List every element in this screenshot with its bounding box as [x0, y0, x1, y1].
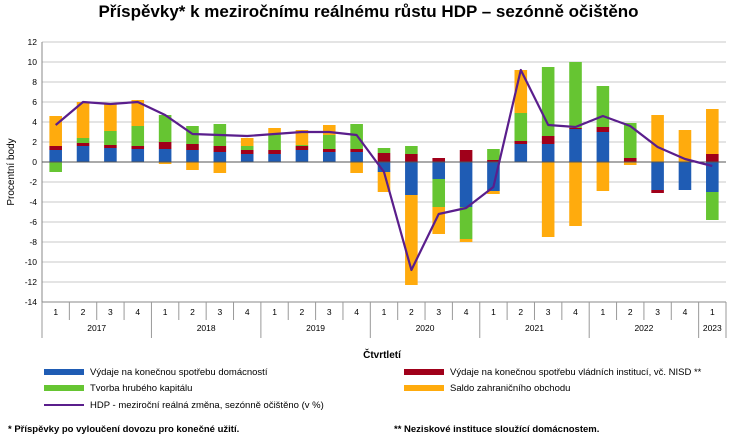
- y-tick-label: 2: [32, 137, 37, 147]
- y-tick-label: -6: [29, 217, 37, 227]
- quarter-label: 2: [518, 307, 524, 317]
- legend-label-capital: Tvorba hrubého kapitálu: [90, 383, 193, 394]
- quarter-label: 1: [272, 307, 277, 317]
- bar-segment-1: [569, 128, 582, 129]
- y-axis-label: Procentní body: [6, 138, 17, 206]
- bar-segment-1: [706, 154, 719, 162]
- bar-segment-3: [651, 115, 664, 162]
- quarter-label: 1: [600, 307, 606, 317]
- bar-segment-0: [49, 150, 62, 162]
- year-label: 2019: [306, 323, 326, 333]
- y-tick-label: -12: [24, 277, 37, 287]
- legend-swatch-capital: [44, 385, 84, 391]
- y-tick-label: -8: [29, 237, 37, 247]
- bar-segment-3: [104, 104, 117, 131]
- bar-segment-1: [651, 190, 664, 193]
- legend-item-households: [44, 367, 267, 378]
- legend-label-gdp: HDP - meziroční reálná změna, sezónně očištěno (v %): [90, 400, 324, 411]
- bar-segment-1: [597, 127, 610, 132]
- bar-segment-1: [214, 146, 227, 152]
- bar-segment-0: [268, 154, 281, 162]
- bar-segment-1: [624, 158, 637, 162]
- bar-segment-0: [323, 152, 336, 162]
- y-tick-label: -10: [24, 257, 37, 267]
- bar-segment-1: [77, 143, 90, 146]
- bar-segment-0: [241, 154, 254, 162]
- footnote-imports: * Příspěvky po vyloučení dovozu pro konečné užití.: [8, 424, 240, 435]
- bar-segment-2: [323, 135, 336, 149]
- legend-swatch-gdp: [44, 404, 84, 406]
- legend-item-gdp: [44, 400, 324, 411]
- legend-item-government: [404, 367, 701, 378]
- legend-swatch-trade: [404, 385, 444, 391]
- bar-segment-0: [515, 144, 528, 162]
- bar-segment-3: [77, 102, 90, 138]
- bar-segment-1: [104, 145, 117, 148]
- quarter-label: 4: [244, 307, 250, 317]
- bar-segment-0: [542, 144, 555, 162]
- bar-segment-2: [432, 179, 445, 207]
- bar-segment-3: [460, 239, 473, 242]
- quarter-label: 1: [381, 307, 387, 317]
- bar-segment-2: [296, 145, 309, 146]
- quarter-label: 3: [655, 307, 660, 317]
- bar-segment-2: [131, 126, 144, 146]
- bar-segment-1: [542, 136, 555, 144]
- bar-segment-1: [241, 150, 254, 154]
- bar-segment-2: [77, 138, 90, 143]
- year-label: 2022: [634, 323, 654, 333]
- year-label: 2021: [525, 323, 544, 333]
- bar-segment-1: [268, 150, 281, 154]
- bar-segment-0: [159, 149, 172, 162]
- bar-segment-2: [515, 113, 528, 141]
- bar-segment-1: [49, 146, 62, 150]
- bar-segment-0: [296, 150, 309, 162]
- quarter-label: 4: [135, 307, 141, 317]
- quarter-label: 3: [326, 307, 332, 317]
- bar-segment-0: [214, 152, 227, 162]
- bar-segment-0: [350, 152, 363, 162]
- quarter-label: 3: [436, 307, 442, 317]
- bar-segment-2: [49, 162, 62, 172]
- bar-segment-1: [159, 142, 172, 149]
- bar-segment-1: [405, 154, 418, 162]
- quarter-label: 4: [354, 307, 360, 317]
- y-tick-label: -14: [24, 297, 37, 307]
- y-tick-label: -4: [29, 197, 37, 207]
- quarter-label: 1: [53, 307, 59, 317]
- bar-segment-1: [350, 149, 363, 152]
- x-axis: [42, 302, 726, 338]
- y-tick-label: 8: [32, 77, 37, 87]
- legend-label-government: Výdaje na konečnou spotřebu vládních institucí, vč. NISD **: [450, 367, 702, 378]
- year-label: 2023: [702, 323, 722, 333]
- quarter-label: 2: [627, 307, 633, 317]
- bar-segment-3: [241, 138, 254, 146]
- bar-segment-3: [569, 162, 582, 226]
- bar-segment-1: [131, 146, 144, 149]
- bar-segment-3: [186, 162, 199, 170]
- bar-segment-0: [651, 162, 664, 190]
- bar-segment-3: [542, 162, 555, 237]
- bar-segment-1: [432, 158, 445, 162]
- bar-segment-0: [679, 162, 692, 190]
- bar-segment-0: [104, 148, 117, 162]
- bar-segment-0: [186, 150, 199, 162]
- bar-segment-2: [268, 134, 281, 150]
- bar-segment-1: [460, 150, 473, 162]
- y-tick-label: 10: [27, 57, 37, 67]
- x-axis-label: Čtvrtletí: [363, 350, 401, 361]
- bar-segment-0: [706, 162, 719, 192]
- bar-segment-2: [487, 149, 500, 160]
- year-label: 2017: [87, 323, 107, 333]
- legend-swatch-households: [44, 369, 84, 375]
- quarter-label: 2: [408, 307, 414, 317]
- bar-segment-1: [296, 146, 309, 150]
- quarter-label: 4: [682, 307, 688, 317]
- bar-segment-0: [77, 146, 90, 162]
- bar-segment-1: [378, 153, 391, 162]
- bar-segment-1: [323, 149, 336, 152]
- bar-segment-2: [104, 131, 117, 145]
- bar-segment-2: [241, 146, 254, 150]
- bar-segment-2: [405, 146, 418, 154]
- legend-swatch-government: [404, 369, 444, 375]
- quarter-label: 1: [491, 307, 496, 317]
- bar-segment-0: [432, 162, 445, 179]
- legend-label-trade: Saldo zahraničního obchodu: [450, 383, 571, 394]
- y-tick-label: 12: [27, 37, 37, 47]
- quarter-label: 4: [463, 307, 469, 317]
- year-label: 2020: [415, 323, 435, 333]
- quarter-label: 3: [545, 307, 551, 317]
- bar-segment-0: [405, 162, 418, 195]
- y-tick-label: 0: [32, 157, 37, 167]
- bar-segment-3: [405, 195, 418, 285]
- quarter-label: 2: [190, 307, 195, 317]
- quarter-label: 2: [80, 307, 86, 317]
- legend-label-households: Výdaje na konečnou spotřebu domácností: [90, 367, 268, 378]
- year-label: 2018: [196, 323, 216, 333]
- quarter-label: 3: [217, 307, 223, 317]
- y-tick-label: 4: [32, 117, 37, 127]
- bar-segment-3: [597, 162, 610, 191]
- bar-segment-0: [460, 162, 473, 207]
- bar-segment-2: [597, 86, 610, 127]
- bar-segment-3: [350, 162, 363, 173]
- bar-segment-2: [378, 148, 391, 153]
- quarter-label: 1: [162, 307, 168, 317]
- legend-item-trade: [404, 383, 570, 394]
- bar-segment-3: [214, 162, 227, 173]
- bar-segment-3: [706, 109, 719, 154]
- quarter-label: 4: [573, 307, 578, 317]
- bar-segment-2: [460, 207, 473, 239]
- bar-segment-0: [569, 129, 582, 162]
- bar-segment-1: [186, 144, 199, 150]
- quarter-label: 1: [709, 307, 715, 317]
- bar-segment-2: [706, 192, 719, 220]
- y-tick-label: 6: [32, 97, 37, 107]
- bar-segment-0: [597, 132, 610, 162]
- quarter-label: 2: [299, 307, 305, 317]
- footnote-npish: ** Neziskové instituce sloužící domácnostem.: [394, 424, 600, 435]
- y-axis-ticks: [25, 37, 38, 307]
- chart-title: Příspěvky* k meziročnímu reálnému růstu HDP – sezónně očištěno: [98, 2, 639, 21]
- y-tick-label: -2: [29, 177, 37, 187]
- legend-item-capital: [44, 383, 192, 394]
- bar-segment-1: [515, 141, 528, 144]
- bar-segment-0: [131, 149, 144, 162]
- quarter-label: 3: [108, 307, 113, 317]
- bar-segment-2: [569, 62, 582, 128]
